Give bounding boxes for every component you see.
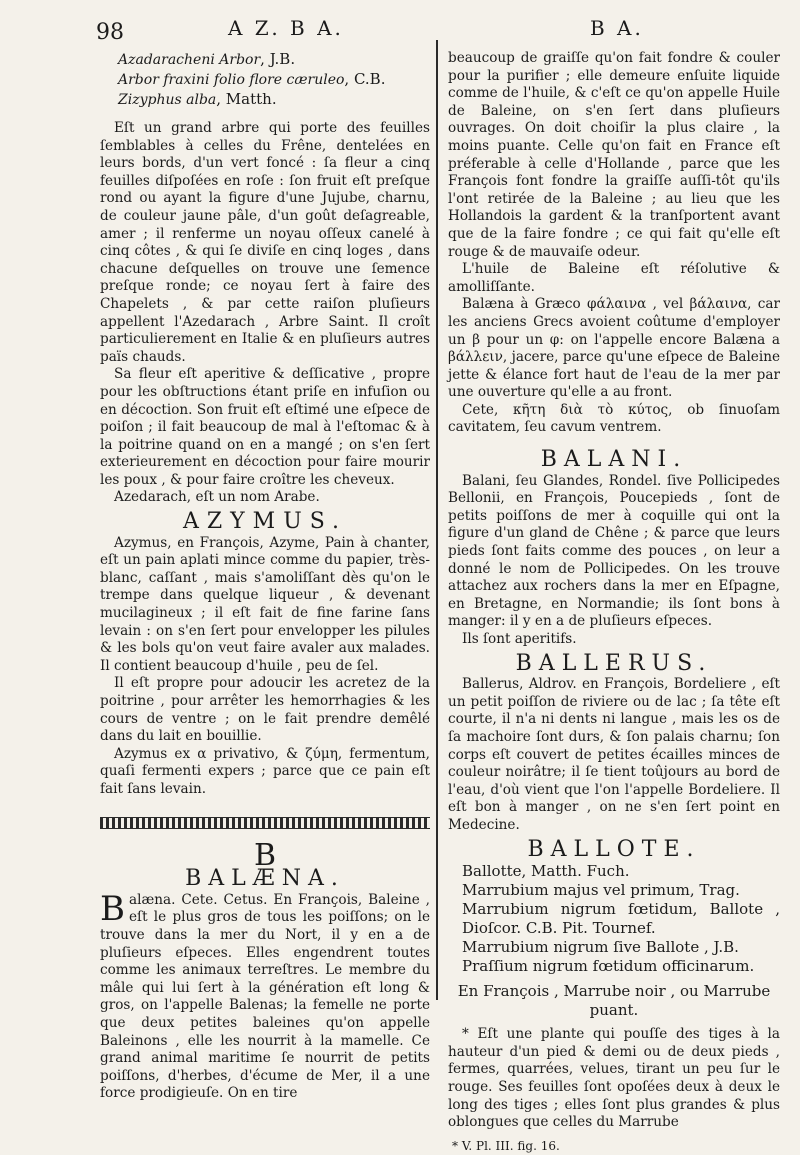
section-heading-azymus: AZYMUS. [182,509,348,535]
synonym-name: Arbor fraxini folio flore cæruleo [118,72,345,88]
paragraph: Balani, ſeu Glandes, Rondel. ſive Pollicipedes Bellonii, en François, Poucepieds , ſont de petits poiſſons de mer à coquille qui ont la figure d'un gland de Chêne ; & parce que leurs pieds ſont faits comme des pouces , on leur a donné le nom de Pollicipedes. On les trouve attachez aux rochers dans la mer en Eſpagne, en Bretagne, en Normandie; ils ſont bons à manger: il y en a de pluſieurs eſpeces. [448,472,780,630]
section-heading-balani: BALANI. [540,447,688,473]
paragraph: Balæna à Græco φάλαινα , vel βάλαινα, car les anciens Grecs avoient coûtume d'employer un β pour un φ: on l'appelle encore Balæna a βάλλειν, jacere, parce qu'une eſpece de Baleine jette & élance fort haut de l'eau de la mer par une ouverture qu'elle a au front. [448,296,780,401]
synonym-name: Azadaracheni Arbor [118,52,261,68]
footnote: * V. Pl. III. fig. 16. [452,1138,560,1153]
paragraph: * Eſt une plante qui pouſſe des tiges à la hauteur d'un pied & demi ou de deux pieds , fermes, quarrées, velues, tirant un peu ſur le rouge. Ses feuilles ſont opoſées deux à deux le long des tiges ; elles ſont plus grandes & plus oblongues que celles du Marrube [448,1026,780,1131]
paragraph: Ballerus, Aldrov. en François, Bordeliere , eſt un petit poiſſon de riviere ou de lac ; ſa tête eſt courte, il n'a ni dents ni langue , mais les os de ſa machoire ſont durs, & ſon palais charnu; ſon corps eſt couvert de petites écailles minces de couleur noirâtre; il ſe tient toûjours au bord de l'eau, d'où vient que l'on l'appelle Bordeliere. Il eſt bon à manger , on ne s'en ſert point en Medecine. [448,676,780,833]
synonym-line [118,90,430,110]
section-heading-ballerus: BALLERUS. [515,650,713,676]
left-column [100,50,430,1103]
synonym-line: Marrubium nigrum ſive Ballote , J.B. [462,938,739,957]
synonym-line [118,50,430,70]
letter-heading: B [253,837,277,873]
synonym-author: , C.B. [344,70,386,88]
synonym-name: Zizyphus alba [118,92,217,108]
synonym-line: Marrubium nigrum fœtidum, Ballote , Dioſcor. C.B. Pit. Tournef. [462,900,780,938]
ornament-divider [100,817,430,829]
paragraph: Azymus, en François, Azyme, Pain à chanter, eſt un pain aplati mince comme du papier, très-blanc, caſſant , mais s'amoliſſant dès qu'on le trempe dans quelque liqueur , & devenant mucilagineux ; il eſt fait de fine farine ſans levain : on s'en ſert pour envelopper les pilules & les bols qu'on veut faire avaler aux malades. Il contient beaucoup d'huile , peu de ſel. [100,534,430,674]
section-heading-ballote: BALLOTE. [527,836,701,862]
synonym-line: Ballotte, Matth. Fuch. [462,862,630,881]
synonym-author: , J.B. [260,50,296,68]
paragraph: beaucoup de graiſſe qu'on fait fondre & couler pour la purifier ; elle demeure enſuite liquide comme de l'huile, & c'eſt ce qu'on appelle Huile de Baleine, on s'en ſert dans pluſieurs ouvrages. On doit choiſir la plus claire , la moins puante. Celle qu'on fait en France eſt préferable à celle d'Hollande , parce que les François font fondre la graiſſe auſſi-tôt qu'ils l'ont retirée de la Baleine ; au lieu que les Hollandois la gardent & la tranſportent avant que de la faire fondre ; ce qui fait qu'elle eſt rouge & de mauvaiſe odeur. [448,50,780,260]
paragraph: Sa fleur eſt aperitive & deſſicative , propre pour les obſtructions étant priſe en infuſion ou en décoction. Son fruit eſt eſtimé une eſpece de poiſon ; il fait beaucoup de mal à l'eſtomac & à la poitrine quand on en a mangé ; on s'en ſert exterieurement en décoction pour faire mourir les poux , & pour faire croître les cheveux. [100,366,430,488]
running-head-left: A Z. B A. [228,16,344,40]
synonym-author: , Matth. [216,90,277,108]
paragraph: L'huile de Baleine eſt réſolutive & amolliſſante. [448,261,780,295]
right-column [448,50,780,1155]
paragraph: Il eſt propre pour adoucir les acretez de la poitrine , pour arrêter les hemorrhagies & les cours de ventre ; on le fait prendre demêlé dans du lait en bouillie. [100,675,430,745]
section-heading-balaena: BALÆNA. [185,866,345,892]
synonym-line: Marrubium majus vel primum, Trag. [462,881,740,900]
synonym-line [118,70,430,90]
paragraph: Eſt un grand arbre qui porte des feuilles ſemblables à celles du Frêne, dentelées en leurs bords, d'un vert foncé : ſa fleur a cinq feuilles diſpoſées en roſe : ſon fruit eſt preſque rond ou ayant la figure d'une Jujube, charnu, de couleur jaune pâle, d'un goût deſagreable, amer ; il renferme un noyau oſſeux canelé à cinq côtes , & qui ſe diviſe en cinq loges , dans chacune deſquelles on trouve une ſemence preſque ronde; ce noyau ſert à faire des Chapelets , & par cette raiſon pluſieurs appellent l'Azedarach , Arbre Saint. Il croît particulierement en Italie & en pluſieurs autres païs chauds. [100,120,430,365]
french-name: En François , Marrube noir , ou Marrube puant. [457,982,771,1020]
paragraph [100,888,430,1103]
paragraph: Cete, κῆτη διὰ τὸ κύτος, ob ſinuoſam cavitatem, ſeu cavum ventrem. [448,401,780,436]
drop-cap: B [100,888,125,929]
synonym-line: Praſſium nigrum fœtidum officinarum. [462,957,755,976]
running-head-right: B A. [590,16,644,40]
paragraph-text: alæna. Cete. Cetus. En François, Baleine , eſt le plus gros de tous les poiſſons; on le trouve dans la mer du Nort, il y en a de pluſieurs eſpeces. Elles engendrent toutes comme les animaux terreſtres. Le membre du mâle qui lui ſert à la génération eſt long & gros, on l'appelle Balenas; la femelle ne porte que deux petites baleines qu'on appelle Baleinons , elle les nourrit à la mamelle. Ce grand animal maritime ſe nourrit de petits poiſſons, d'herbes, d'écume de Mer, il a une force prodigieuſe. On en tire [100,891,430,1102]
page-number: 98 [96,20,124,45]
paragraph: Ils ſont aperitifs. [462,631,577,647]
paragraph: Azedarach, eſt un nom Arabe. [114,489,320,506]
column-rule [436,40,438,1000]
paragraph: Azymus ex α privativo, & ζύμη, fermentum, quaſi fermenti expers ; parce que ce pain eſt fait ſans levain. [100,745,430,797]
